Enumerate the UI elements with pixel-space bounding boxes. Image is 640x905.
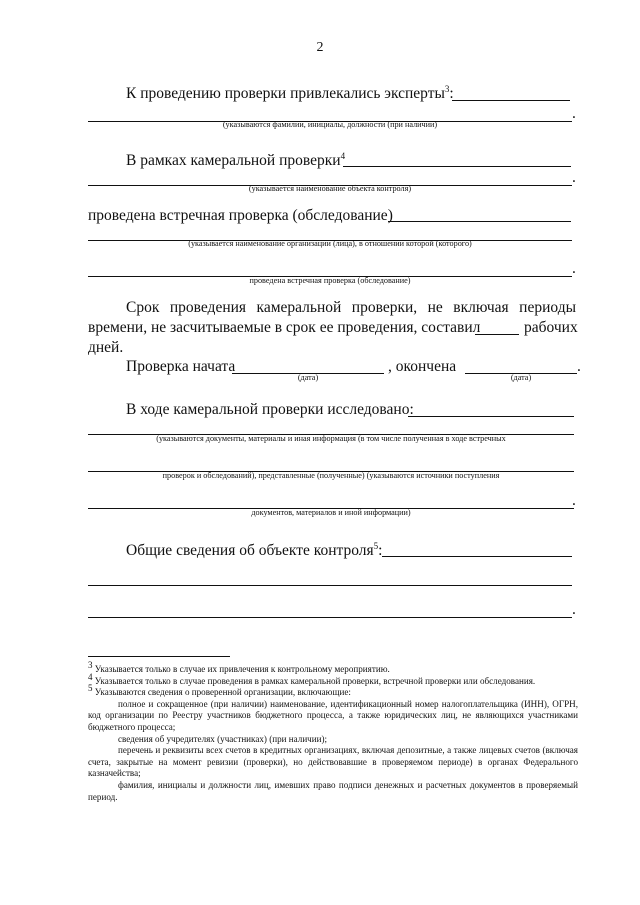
dates-end-dot: . bbox=[577, 358, 581, 375]
examined-caption-3: документов, материалов и иной информации) bbox=[251, 508, 411, 517]
counter-caption-1: (указывается наименование организации (лица), в отношении которой (которого) bbox=[188, 239, 472, 248]
examined-caption-1: (указываются документы, материалы и иная информация (в том числе полученная в ходе встречных bbox=[156, 434, 506, 443]
start-date-caption: (дата) bbox=[297, 373, 319, 382]
page-number: 2 bbox=[316, 40, 324, 55]
experts-caption: (указываются фамилии, инициалы, должности (при наличии) bbox=[222, 120, 438, 129]
within-caption: (указывается наименование объекта контроля) bbox=[248, 184, 412, 193]
footnote-ref-5: 5 bbox=[373, 540, 379, 551]
counter-fill-line[interactable] bbox=[388, 221, 571, 222]
within-fill-line[interactable] bbox=[343, 166, 571, 167]
term-line-3: дней. bbox=[88, 339, 124, 356]
general-end-dot: . bbox=[572, 601, 576, 618]
started-label: Проверка начата bbox=[126, 358, 236, 375]
footnote-ref-3: 3 bbox=[444, 83, 450, 94]
examined-end-dot: . bbox=[572, 492, 576, 509]
footnote-5-item: перечень и реквизиты всех счетов в кредитных организациях, включая депозитные, а также лицевых счетов (включая счета, закрытые на момент ревизии (проверки), но действовавшие в проверяемом периоде) в органах Федерального казначейства; bbox=[88, 745, 578, 779]
examined-label: В ходе камеральной проверки исследовано: bbox=[126, 401, 414, 418]
term-line-1: Срок проведения камеральной проверки, не включая периоды bbox=[126, 299, 576, 316]
experts-end-dot: . bbox=[572, 105, 576, 122]
counter-label: проведена встречная проверка (обследование) bbox=[88, 207, 393, 224]
footnote-5-item: полное и сокращенное (при наличии) наименование, идентификационный номер налогоплательщика (ИНН), ОГРН, код организации по Реестру участников бюджетного процесса, а также юридических лиц, не являющихся участниками бюджетного процесса; bbox=[88, 698, 578, 732]
footnote-3: $^3$ Указывается только в случае их привлечения к контрольному мероприятию. bbox=[88, 659, 390, 674]
term-line-2-b: рабочих bbox=[524, 319, 578, 336]
footnote-4: $^4$ Указывается только в случае проведения в рамках камеральной проверки, встречной проверки или обследования. bbox=[88, 671, 536, 686]
ended-label: , окончена bbox=[388, 358, 457, 375]
counter-caption-2: проведена встречная проверка (обследование) bbox=[249, 276, 411, 285]
examined-fill-line[interactable] bbox=[408, 416, 574, 417]
counter-end-dot: . bbox=[572, 260, 576, 277]
examined-caption-2: проверок и обследований), представленные (полученные) (указываются источники поступления bbox=[162, 471, 500, 480]
footnote-5-item: фамилия, инициалы и должности лиц, имевших право подписи денежных и расчетных документов в проверяемый период. bbox=[88, 779, 578, 802]
general-fill-line[interactable] bbox=[382, 556, 572, 557]
general-line-2[interactable] bbox=[88, 617, 572, 618]
footnote-5: $^5$ Указываются сведения о проверенной организации, включающие: bbox=[88, 683, 351, 698]
footnote-separator bbox=[88, 656, 230, 657]
footnote-5-item: сведения об учредителях (участниках) (при наличии); bbox=[118, 733, 328, 744]
general-line-1[interactable] bbox=[88, 585, 572, 586]
term-line-2-a: времени, не засчитываемые в срок ее проведения, составил bbox=[88, 319, 481, 336]
end-date-caption: (дата) bbox=[510, 373, 532, 382]
term-days-field[interactable] bbox=[475, 334, 519, 335]
experts-label: К проведению проверки привлекались эксперты$^3$: bbox=[126, 83, 454, 102]
footnotes bbox=[88, 659, 578, 803]
within-end-dot: . bbox=[572, 169, 576, 186]
within-label: В рамках камеральной проверки$^4$ bbox=[126, 150, 346, 169]
footnote-ref-4: 4 bbox=[340, 150, 346, 161]
general-label: Общие сведения об объекте контроля$^5$: bbox=[126, 540, 383, 559]
experts-fill-line[interactable] bbox=[452, 100, 570, 101]
